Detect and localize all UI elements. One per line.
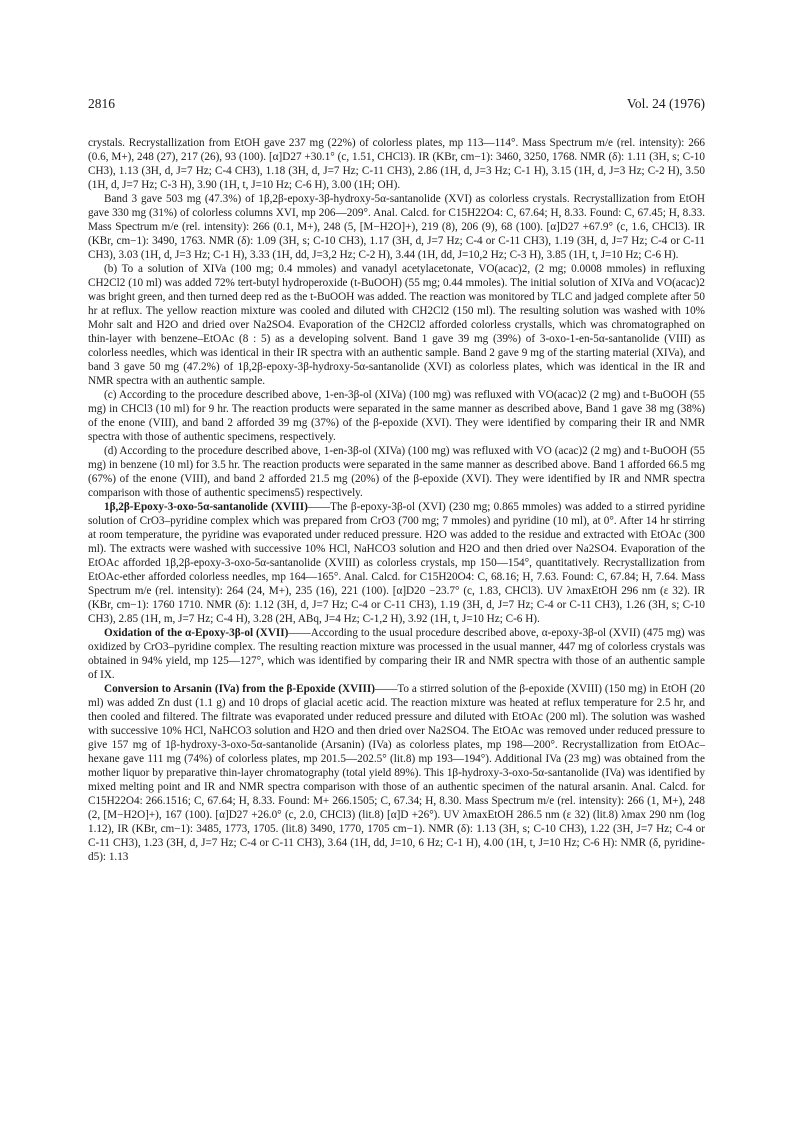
paragraph: (c) According to the procedure described above, 1-en-3β-ol (XIVa) (100 mg) was refluxed with VO(acac)2 (2 mg) and t-BuOOH (55 mg) in CHCl3 (10 ml) for 9 hr. The reaction products were separated in the same manner as described above, Band 1 gave 38 mg (38%) of the enone (VIII), and band 2 afforded 39 mg (37%) of the β-epoxide (XVI). They were identified by comparing their IR and NMR spectra with those of authentic specimens, respectively. bbox=[88, 389, 705, 443]
article-body bbox=[88, 136, 705, 864]
volume-label: Vol. 24 (1976) bbox=[626, 96, 705, 111]
section-text: ——According to the usual procedure described above, α-epoxy-3β-ol (XVII) (475 mg) was oxidized by CrO3–pyridine complex. The resulting reaction mixture was processed in the usual manner, 447 mg of colorless crystals was obtained in 94% yield, mp 125—127°, which was identified by comparing their IR and NMR spectra with those of an authentic sample of IX. bbox=[88, 627, 705, 681]
section-epoxy-oxo bbox=[88, 500, 705, 626]
page-header bbox=[88, 96, 705, 116]
section-text: ——To a stirred solution of the β-epoxide (XVIII) (150 mg) in EtOH (20 ml) was added Zn dust (1.1 g) and 10 drops of glacial acetic acid. The reaction mixture was heated at reflux temperature for 2.5 hr, and then cooled and filtered. The filtrate was evaporated under reduced pressure and diluted with EtOAc (200 ml). The solution was washed with successive 10% HCl, NaHCO3 solution and H2O and then dried over Na2SO4. The EtOAc was removed under reduced pressure to give 157 mg of 1β-hydroxy-3-oxo-5α-santanolide (Arsanin) (IVa) as colorless plates, mp 198—200°. Recrystallization from EtOAc–hexane gave 111 mg (74%) of colorless plates, mp 201.5—202.5° (lit.8) mp 193—194°). Additional IVa (23 mg) was obtained from the mother liquor by preparative thin-layer chromatography (total yield 89%). This 1β-hydroxy-3-oxo-5α-santanolide (IVa) was identified by mixed melting point and IR and NMR spectra comparison with those of an authentic specimen of the natural arsanin. Anal. Calcd. for C15H22O4: 266.1516; C, 67.64; H, 8.33. Found: M+ 266.1505; C, 67.34; H, 8.30. Mass Spectrum m/e (rel. intensity): 266 (1, M+), 248 (2, [M−H2O]+), 167 (100). [α]D27 +26.0° (c, 2.0, CHCl3) (lit.8) [α]D +26°). UV λmaxEtOH 286.5 nm (ε 32) (lit.8) λmax 290 nm (log 1.12), IR (KBr, cm−1): 3485, 1773, 1705. (lit.8) 3490, 1770, 1705 cm−1). NMR (δ): 1.13 (3H, s; C-10 CH3), 1.22 (3H, J=7 Hz; C-4 or C-11 CH3), 1.23 (3H, d, J=7 Hz; C-4 or C-11 CH3), 3.64 (1H, dd, J=10, 6 Hz; C-1 H), 4.00 (1H, t, J=10 Hz; C-6 H): NMR (δ, pyridine-d5): 1.13 bbox=[88, 683, 706, 863]
section-heading: Oxidation of the α-Epoxy-3β-ol (XVII) bbox=[104, 627, 289, 639]
section-heading: Conversion to Arsanin (IVa) from the β-Epoxide (XVIII) bbox=[104, 683, 375, 695]
paragraph: (b) To a solution of XIVa (100 mg; 0.4 mmoles) and vanadyl acetylacetonate, VO(acac)2, (2 mg; 0.0008 mmoles) in refluxing CH2Cl2 (10 ml) was added 72% tert-butyl hydroperoxide (t-BuOOH) (55 mg; 0.44 mmoles). The initial solution of XIVa and VO(acac)2 was bright green, and then turned deep red as the t-BuOOH was added. The reaction was monitored by TLC and jadged complete after 50 hr at reflux. The yellow reaction mixture was cooled and diluted with CH2Cl2 (150 ml). The resulting solution was washed with 10% Mohr salt and H2O and dried over Na2SO4. Evaporation of the CH2Cl2 afforded colorless crystalls, which was chromatographed on thin-layer with benzene–EtOAc (8 : 5) as a developing solvent. Band 1 gave 39 mg (39%) of 3-oxo-1-en-5α-santanolide (VIII) as colorless needles, which was identical in their IR spectra with an authentic sample. Band 2 gave 9 mg of the starting material (XIVa), and band 3 gave 50 mg (47.2%) of 1β,2β-epoxy-3β-hydroxy-5α-santanolide (XVI) as colorless plates, which was identical in the IR and NMR spectra with an authentic sample. bbox=[88, 263, 705, 387]
paragraph: Band 3 gave 503 mg (47.3%) of 1β,2β-epoxy-3β-hydroxy-5α-santanolide (XVI) as colorless crystals. Recrystallization from EtOH gave 330 mg (31%) of colorless columns XVI, mp 206—209°. Anal. Calcd. for C15H22O4: C, 67.64; H, 8.33. Found: C, 67.45; H, 8.33. Mass Spectrum m/e (rel. intensity): 266 (0.1, M+), 248 (5, [M−H2O]+), 219 (8), 206 (9), 68 (100). [α]D27 +67.9° (c, 1.6, CHCl3). IR (KBr, cm−1): 3490, 1763. NMR (δ): 1.09 (3H, s; C-10 CH3), 1.17 (3H, d, J=7 Hz; C-4 or C-11 CH3), 1.19 (3H, d, J=7 Hz; C-4 or C-11 CH3), 3.03 (1H, d, J=3 Hz; C-1 H), 3.33 (1H, dd, J=3,2 Hz; C-2 H), 3.44 (1H, dd, J=10,2 Hz; C-3 H), 3.85 (1H, t, J=10 Hz; C-6 H). bbox=[88, 193, 705, 261]
page-number: 2816 bbox=[88, 96, 115, 111]
section-heading: 1β,2β-Epoxy-3-oxo-5α-santanolide (XVIII) bbox=[104, 501, 308, 513]
section-text: ——The β-epoxy-3β-ol (XVI) (230 mg; 0.865 mmoles) was added to a stirred pyridine solution of CrO3–pyridine complex which was prepared from CrO3 (700 mg; 7 mmoles) and pyridine (10 ml), at 0°. After 14 hr stirring at room temperature, the pyridine was evaporated under reduced pressure. H2O was added to the residue and extracted with EtOAc (300 ml). The extracts were washed with successive 10% HCl, NaHCO3 solution and H2O and then dried over Na2SO4. Evaporation of the EtOAc afforded 1β,2β-epoxy-3-oxo-5α-santanolide (XVIII) as colorless crystals, mp 150—154°, quantitatively. Recrystallization from EtOAc-ether afforded colorless needles, mp 164—165°. Anal. Calcd. for C15H20O4: C, 68.16; H, 7.63. Found: C, 67.84; H, 7.64. Mass Spectrum m/e (rel. intensity): 264 (24, M+), 235 (16), 221 (100). [α]D20 −23.7° (c, 1.83, CHCl3). UV λmaxEtOH 296 nm (ε 32). IR (KBr, cm−1): 1760 1710. NMR (δ): 1.12 (3H, d, J=7 Hz; C-4 or C-11 CH3), 1.19 (3H, d, J=7 Hz; C-4 or C-11 CH3), 1.26 (3H, s; C-10 CH3), 2.85 (1H, m, J=7 Hz; C-4 H), 3.28 (2H, ABq, J=4 Hz; C-1,2 H), 3.92 (1H, t, J=10 Hz; C-6 H). bbox=[88, 501, 705, 625]
paragraph: (d) According to the procedure described above, 1-en-3β-ol (XIVa) (100 mg) was refluxed with VO (acac)2 (2 mg) and t-BuOOH (55 mg) in benzene (10 ml) for 3.5 hr. The reaction products were separated in the same manner as described above. Band 1 afforded 66.5 mg (67%) of the enone (VIII), and band 2 afforded 21.5 mg (20%) of the β-epoxide (XVI). They were identified by IR and NMR spectra comparison with those of authentic specimens5) respectively. bbox=[88, 445, 705, 499]
section-conversion bbox=[88, 682, 705, 864]
paragraph: crystals. Recrystallization from EtOH gave 237 mg (22%) of colorless plates, mp 113—114°. Mass Spectrum m/e (rel. intensity): 266 (0.6, M+), 248 (27), 217 (26), 93 (100). [α]D27 +30.1° (c, 1.51, CHCl3). IR (KBr, cm−1): 3460, 3250, 1768. NMR (δ): 1.11 (3H, s; C-10 CH3), 1.13 (3H, d, J=7 Hz; C-4 CH3), 1.18 (3H, d, J=7 Hz; C-11 CH3), 2.86 (1H, d, J=3 Hz; C-1 H), 3.15 (1H, d, J=3 Hz; C-2 H), 3.50 (1H, d, J=7 Hz; C-3 H), 3.90 (1H, t, J=10 Hz; C-6 H), 3.00 (1H; OH). bbox=[88, 137, 705, 191]
section-oxidation bbox=[88, 626, 705, 682]
